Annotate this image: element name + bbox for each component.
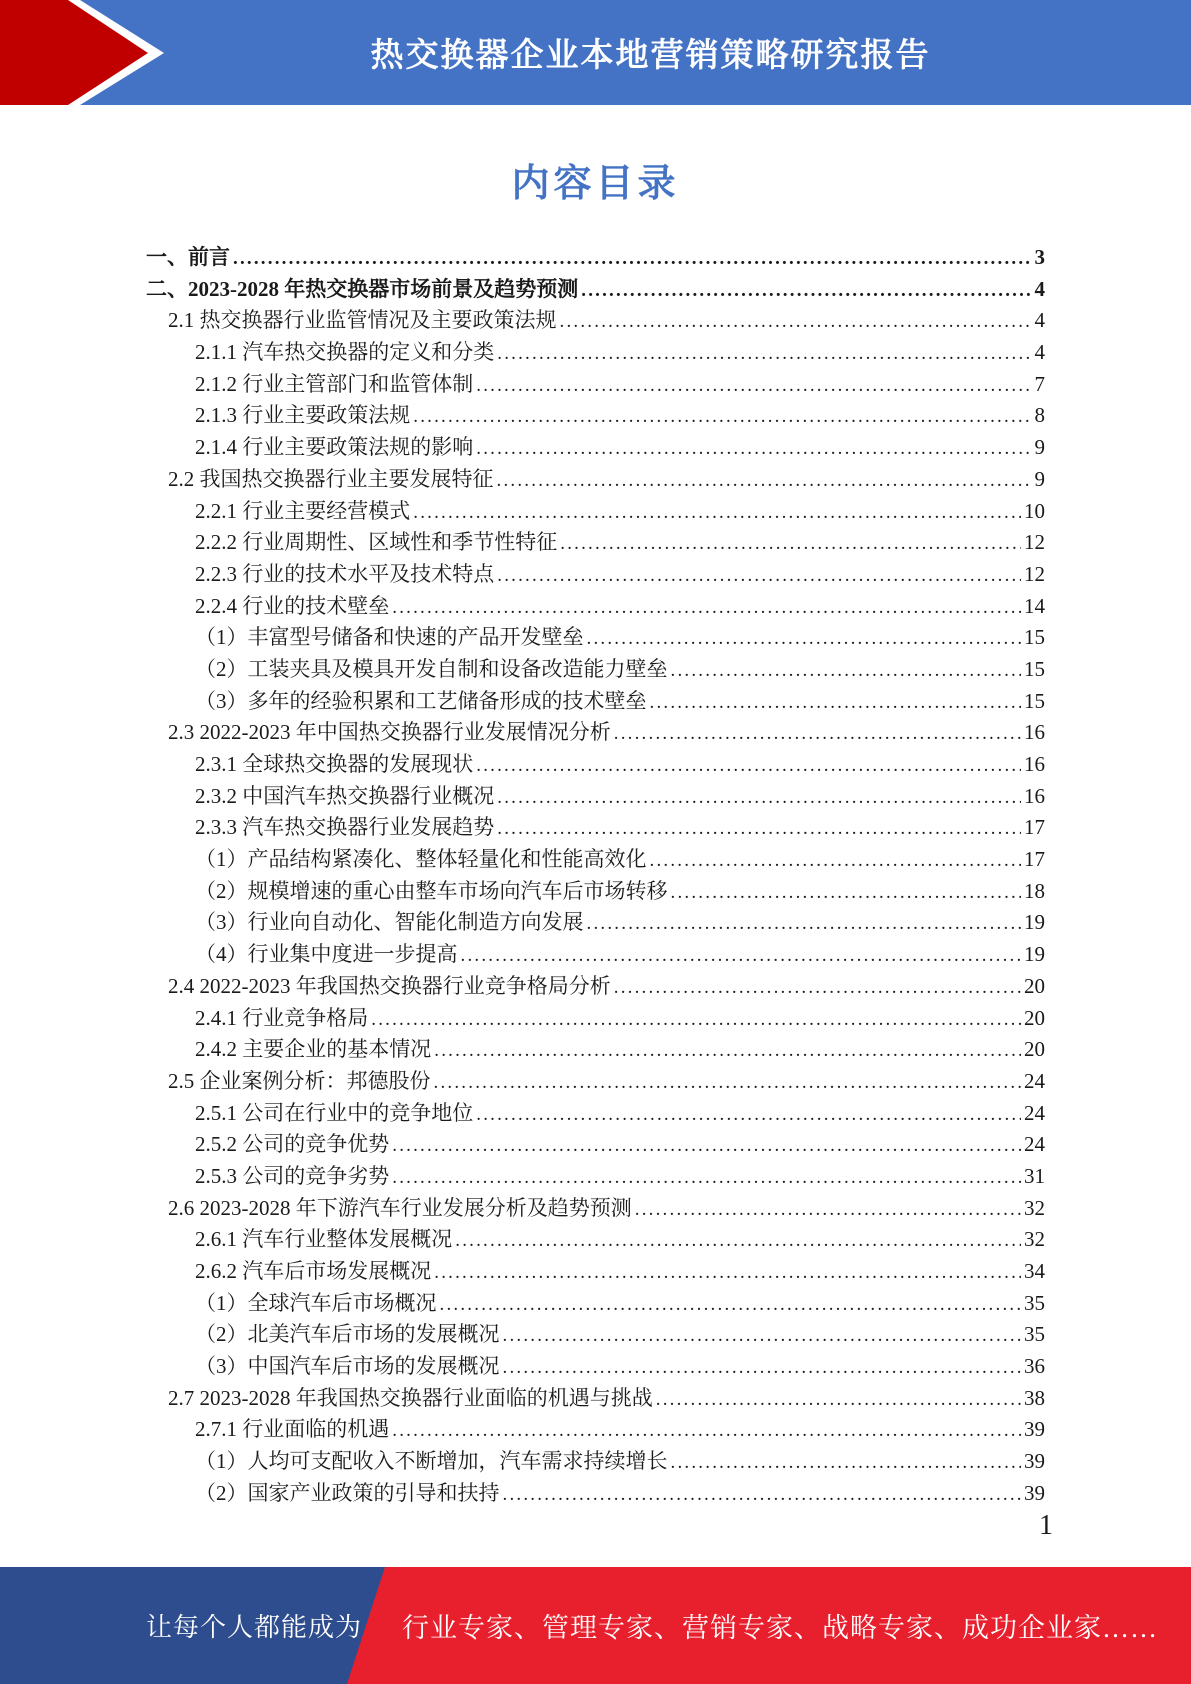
page-footer-banner <box>0 1567 1191 1684</box>
toc-entry-page: 24 <box>1024 1100 1045 1125</box>
toc-entry-page: 15 <box>1024 688 1045 713</box>
toc-entry-label: 2.5 企业案例分析：邦德股份 <box>168 1068 431 1093</box>
toc-dot-leader <box>560 308 1032 333</box>
toc-entry[interactable] <box>146 970 1045 1002</box>
toc-entry-page: 20 <box>1024 1037 1045 1062</box>
toc-entry-page: 8 <box>1034 403 1045 428</box>
toc-entry[interactable] <box>146 1318 1045 1350</box>
toc-entry[interactable] <box>146 526 1045 558</box>
toc-entry[interactable] <box>146 653 1045 685</box>
toc-entry-page: 31 <box>1024 1163 1045 1188</box>
toc-dot-leader <box>413 499 1021 524</box>
toc-entry[interactable] <box>146 1350 1045 1382</box>
toc-entry-page: 32 <box>1024 1195 1045 1220</box>
toc-dot-leader <box>503 1481 1022 1506</box>
toc-dot-leader <box>413 403 1031 428</box>
toc-dot-leader <box>371 1006 1021 1031</box>
toc-dot-leader <box>392 1417 1021 1442</box>
toc-entry-page: 16 <box>1024 720 1045 745</box>
toc-dot-leader <box>476 1101 1021 1126</box>
toc-entry-label: 2.2.4 行业的技术壁垒 <box>195 593 390 618</box>
toc-entry-label: 2.6.2 汽车后市场发展概况 <box>195 1259 432 1283</box>
toc-entry[interactable] <box>146 875 1045 907</box>
toc-dot-leader <box>650 847 1022 872</box>
toc-dot-leader <box>671 1449 1022 1474</box>
toc-entry[interactable] <box>146 368 1045 400</box>
toc-entry-label: 2.3.2 中国汽车热交换器行业概况 <box>195 783 495 808</box>
toc-entry-label: （4）行业集中度进一步提高 <box>195 942 458 967</box>
toc-dot-leader <box>497 784 1021 809</box>
toc-entry-page: 3 <box>1034 245 1045 269</box>
page-header-banner <box>0 0 1191 105</box>
toc-entry-page: 4 <box>1034 340 1045 365</box>
toc-entry-label: （1）全球汽车后市场概况 <box>195 1290 437 1315</box>
toc-dot-leader <box>656 1386 1021 1411</box>
toc-entry[interactable] <box>146 1287 1045 1319</box>
toc-entry-page: 7 <box>1034 371 1045 396</box>
toc-entry[interactable] <box>146 273 1045 305</box>
toc-entry-label: （1）人均可支配收入不断增加，汽车需求持续增长 <box>195 1449 668 1474</box>
toc-entry-page: 39 <box>1024 1449 1045 1474</box>
toc-entry-label: （2）规模增速的重心由整车市场向汽车后市场转移 <box>195 878 668 903</box>
toc-entry-label: 2.1.2 行业主管部门和监管体制 <box>195 371 474 396</box>
toc-entry-label: 2.1 热交换器行业监管情况及主要政策法规 <box>168 308 557 333</box>
footer-slogan-right: 行业专家、管理专家、营销专家、战略专家、成功企业家…… <box>402 1613 1158 1643</box>
toc-dot-leader <box>614 720 1021 745</box>
toc-entry-page: 39 <box>1024 1417 1045 1442</box>
toc-dot-leader <box>392 1164 1021 1189</box>
toc-entry-page: 12 <box>1024 561 1045 586</box>
toc-entry[interactable] <box>146 1097 1045 1129</box>
toc-dot-leader <box>587 625 1022 650</box>
toc-entry[interactable] <box>146 843 1045 875</box>
toc-entry-page: 36 <box>1024 1354 1045 1379</box>
toc-entry-page: 10 <box>1024 498 1045 523</box>
toc-entry-page: 18 <box>1024 878 1045 903</box>
toc-entry-page: 16 <box>1024 783 1045 808</box>
toc-dot-leader <box>392 594 1021 619</box>
toc-entry[interactable] <box>146 1128 1045 1160</box>
toc-entry[interactable] <box>146 241 1045 273</box>
toc-entry[interactable] <box>146 1413 1045 1445</box>
toc-dot-leader <box>434 1259 1021 1284</box>
red-arrow-icon <box>0 0 160 105</box>
toc-entry-page: 14 <box>1024 593 1045 618</box>
toc-entry-label: 2.5.2 公司的竞争优势 <box>195 1132 390 1157</box>
toc-dot-leader <box>497 815 1021 840</box>
toc-dot-leader <box>497 467 1032 492</box>
toc-entry-label: （3）行业向自动化、智能化制造方向发展 <box>195 910 584 935</box>
toc-entry-label: 2.4 2022-2023 年我国热交换器行业竞争格局分析 <box>168 973 611 998</box>
toc-entry-page: 32 <box>1024 1227 1045 1252</box>
toc-entry-label: （3）中国汽车后市场的发展概况 <box>195 1354 500 1379</box>
toc-entry-page: 39 <box>1024 1480 1045 1505</box>
toc-dot-leader <box>560 530 1021 555</box>
toc-entry-label: 2.6.1 汽车行业整体发展概况 <box>195 1227 453 1252</box>
toc-entry-label: 2.3 2022-2023 年中国热交换器行业发展情况分析 <box>168 720 611 745</box>
toc-entry-page: 35 <box>1024 1290 1045 1315</box>
toc-entry-page: 20 <box>1024 973 1045 998</box>
toc-entry[interactable] <box>146 685 1045 717</box>
toc-dot-leader <box>476 752 1021 777</box>
report-title: 热交换器企业本地营销策略研究报告 <box>370 36 931 73</box>
toc-entry-page: 24 <box>1024 1132 1045 1157</box>
toc-entry[interactable] <box>146 621 1045 653</box>
toc-entry-label: 2.3.1 全球热交换器的发展现状 <box>195 752 474 776</box>
toc-entry-label: （2）北美汽车后市场的发展概况 <box>195 1322 500 1347</box>
toc-entry[interactable] <box>146 1255 1045 1287</box>
toc-entry-page: 34 <box>1024 1259 1045 1283</box>
toc-dot-leader <box>497 562 1021 587</box>
toc-entry-label: 2.2.1 行业主要经营模式 <box>195 498 411 523</box>
toc-dot-leader <box>233 245 1032 270</box>
toc-entry-page: 4 <box>1034 276 1045 301</box>
toc-entry-page: 20 <box>1024 1005 1045 1030</box>
toc-entry-page: 4 <box>1034 308 1045 333</box>
toc-entry[interactable] <box>146 811 1045 843</box>
toc-dot-leader <box>614 974 1021 999</box>
toc-entry-page: 17 <box>1024 847 1045 872</box>
toc-entry[interactable] <box>146 399 1045 431</box>
toc-entry[interactable] <box>146 1002 1045 1034</box>
toc-dot-leader <box>671 657 1022 682</box>
toc-entry-label: （1）产品结构紧凑化、整体轻量化和性能高效化 <box>195 847 647 872</box>
toc-entry-page: 9 <box>1034 466 1045 491</box>
toc-dot-leader <box>587 910 1022 935</box>
toc-dot-leader <box>497 340 1031 365</box>
toc-entry-page: 19 <box>1024 910 1045 935</box>
toc-entry-label: 2.1.1 汽车热交换器的定义和分类 <box>195 340 495 365</box>
toc-entry-label: 2.2.2 行业周期性、区域性和季节性特征 <box>195 530 558 555</box>
toc-dot-leader <box>434 1069 1022 1094</box>
toc-dot-leader <box>581 277 1031 302</box>
toc-entry[interactable] <box>146 304 1045 336</box>
toc-dot-leader <box>392 1132 1021 1157</box>
page-number: 1 <box>1039 1510 1053 1541</box>
toc-entry[interactable] <box>146 780 1045 812</box>
toc-dot-leader <box>476 435 1031 460</box>
toc-entry-label: 2.3.3 汽车热交换器行业发展趋势 <box>195 815 495 840</box>
toc-entry-page: 9 <box>1034 435 1045 460</box>
toc-entry[interactable] <box>146 463 1045 495</box>
toc-entry-label: 2.4.1 行业竞争格局 <box>195 1005 369 1030</box>
toc-entry-label: 二、2023-2028 年热交换器市场前景及趋势预测 <box>146 276 579 301</box>
toc-entry[interactable] <box>146 1477 1045 1509</box>
toc-entry-page: 15 <box>1024 656 1045 681</box>
toc-entry-label: （3）多年的经验积累和工艺储备形成的技术壁垒 <box>195 688 647 713</box>
toc-dot-leader <box>503 1354 1022 1379</box>
toc-dot-leader <box>461 942 1022 967</box>
toc-entry[interactable] <box>146 495 1045 527</box>
toc-entry-label: （2）国家产业政策的引导和扶持 <box>195 1480 500 1505</box>
toc-entry-label: 2.2 我国热交换器行业主要发展特征 <box>168 466 494 491</box>
toc-entry-label: 2.4.2 主要企业的基本情况 <box>195 1037 432 1062</box>
toc-entry-label: （2）工装夹具及模具开发自制和设备改造能力壁垒 <box>195 656 668 681</box>
toc-entry-page: 19 <box>1024 942 1045 967</box>
toc-entry-label: 2.6 2023-2028 年下游汽车行业发展分析及趋势预测 <box>168 1195 632 1220</box>
toc-dot-leader <box>503 1322 1022 1347</box>
toc-entry-page: 35 <box>1024 1322 1045 1347</box>
toc-entry[interactable] <box>146 906 1045 938</box>
toc-heading: 内容目录 <box>511 163 680 205</box>
toc-entry-label: 2.5.1 公司在行业中的竞争地位 <box>195 1100 474 1125</box>
toc-entry-label: 2.2.3 行业的技术水平及技术特点 <box>195 561 495 586</box>
toc-entry-page: 38 <box>1024 1385 1045 1410</box>
toc-entry[interactable] <box>146 1382 1045 1414</box>
toc-entry[interactable] <box>146 1065 1045 1097</box>
toc-entry-label: 2.7 2023-2028 年我国热交换器行业面临的机遇与挑战 <box>168 1385 653 1410</box>
toc-entry-label: 2.1.3 行业主要政策法规 <box>195 403 411 428</box>
toc-dot-leader <box>476 372 1031 397</box>
toc-entry-page: 24 <box>1024 1068 1045 1093</box>
toc-entry-label: 2.7.1 行业面临的机遇 <box>195 1417 390 1442</box>
toc-entry-page: 16 <box>1024 752 1045 776</box>
toc-entry[interactable] <box>146 558 1045 590</box>
toc-entry[interactable] <box>146 716 1045 748</box>
toc-entry-page: 12 <box>1024 530 1045 555</box>
toc-dot-leader <box>671 879 1022 904</box>
toc-entry-label: 2.5.3 公司的竞争劣势 <box>195 1163 390 1188</box>
toc-entry[interactable] <box>146 431 1045 463</box>
toc-dot-leader <box>650 689 1022 714</box>
footer-slogan-left: 让每个人都能成为 <box>146 1613 363 1642</box>
toc-entry-page: 15 <box>1024 625 1045 650</box>
toc-entry-label: 一、前言 <box>146 245 230 269</box>
toc-dot-leader <box>440 1291 1022 1316</box>
toc-entry-page: 17 <box>1024 815 1045 840</box>
toc-entry[interactable] <box>146 590 1045 622</box>
toc-entry[interactable] <box>146 748 1045 780</box>
toc-dot-leader <box>434 1037 1021 1062</box>
table-of-contents <box>146 241 1045 1509</box>
toc-dot-leader <box>635 1196 1021 1221</box>
toc-entry-label: （1）丰富型号储备和快速的产品开发壁垒 <box>195 625 584 650</box>
toc-entry[interactable] <box>146 336 1045 368</box>
toc-entry[interactable] <box>146 1192 1045 1224</box>
toc-entry[interactable] <box>146 938 1045 970</box>
toc-entry[interactable] <box>146 1445 1045 1477</box>
toc-entry-label: 2.1.4 行业主要政策法规的影响 <box>195 435 474 460</box>
toc-dot-leader <box>455 1227 1021 1252</box>
toc-entry[interactable] <box>146 1033 1045 1065</box>
toc-entry[interactable] <box>146 1223 1045 1255</box>
toc-entry[interactable] <box>146 1160 1045 1192</box>
